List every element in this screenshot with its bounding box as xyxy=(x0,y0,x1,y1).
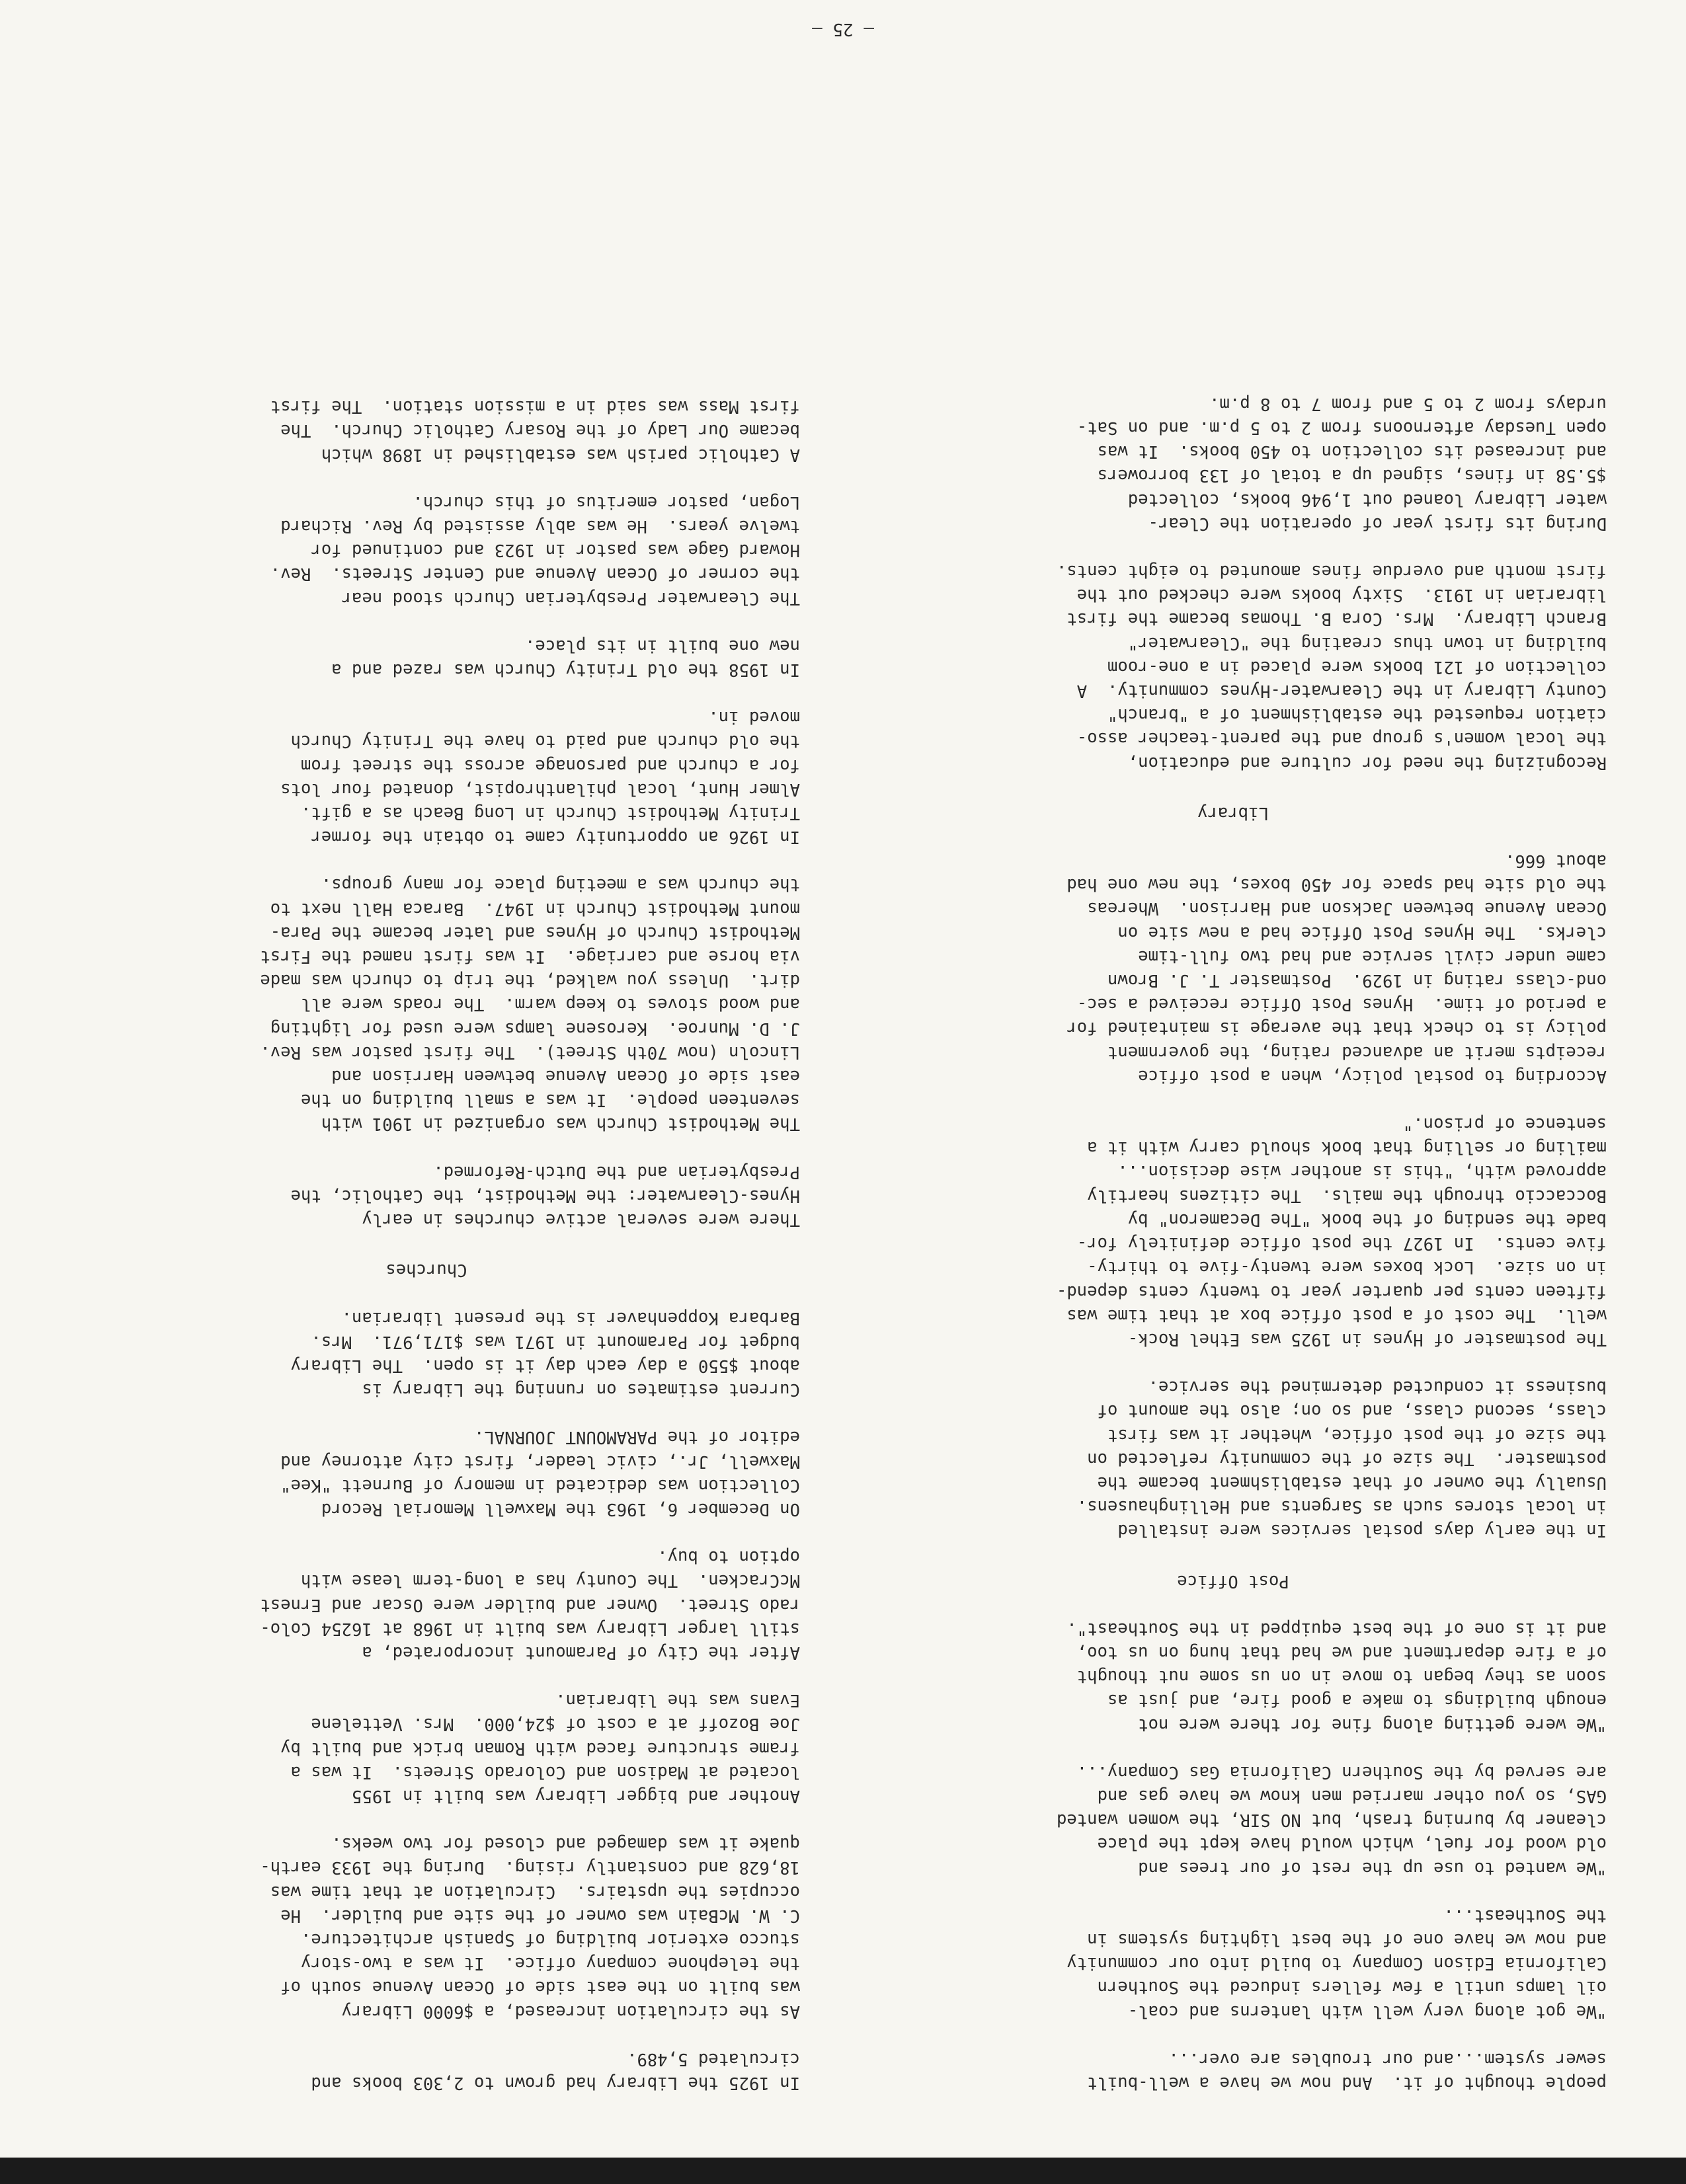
paragraph: In 1958 the old Trinity Church was razed and a new one built in its place. xyxy=(331,635,800,680)
section-heading-churches: Churches xyxy=(385,1260,467,1280)
right-column xyxy=(53,371,800,2095)
paragraph: "We got along very well with lanterns and coal- oil lamps until a few fellers induced the Southern California Edison Company to build into our community and now we have one of the best lighting systems in the Southeast... xyxy=(1066,1905,1607,2021)
paragraph: A Catholic parish was established in 1898 which became Our Lady of the Rosary Catholic Church. The first Mass was said in a mission station. The first xyxy=(270,397,800,465)
page-number: — 25 — xyxy=(812,19,874,39)
section-heading-post-office: Post Office xyxy=(1177,1571,1289,1591)
paragraph: In 1925 the Library had grown to 2,303 books and circulated 5,489. xyxy=(311,2048,800,2093)
paragraph: After the City of Paramount incorporated, a still larger Library was built in 1968 at 16254 Colo- rado Street. Owner and builder were Oscar and Ernest McCracken. The County has a long-term lease with option to buy. xyxy=(260,1547,800,1662)
paragraph: "We wanted to use up the rest of our trees and old wood for fuel, which would have kept the place cleaner by burning trash, but NO SIR, the women wanted GAS, so you other married men know we have gas and are served by the Southern California Gas Company... xyxy=(1056,1762,1607,1878)
scan-edge-bar xyxy=(0,2158,1686,2184)
paragraph: In the early days postal services were installed in local stores such as Sargents and Hellinghausens. Usually the owner of that establishment became the postmaster. The size of the community reflected on the size of the post office, whether it was first class, second class, and so on; also the amount of business it conducted determined the service. xyxy=(1076,1377,1607,1541)
section-heading-library: Library xyxy=(1197,802,1269,823)
paragraph: In 1926 an opportunity came to obtain the former Trinity Methodist Church in Long Beach as a gift. Almer Hunt, local philanthropist, donated four lots for a church and parsonage across the street from the old church and paid to have the Trinity Church moved in. xyxy=(280,707,800,847)
paragraph: Current estimates on running the Library is about $550 a day each day it is open. The Library budget for Paramount in 1971 was $171,971. Mrs. Barbara Koppenhaver is the present librarian. xyxy=(290,1307,800,1400)
paragraph: Another and bigger Library was built in 1955 located at Madison and Colorado Streets. It was a frame structure faced with Roman brick and built by Joe Bozoff at a cost of $24,000. Mrs. Vettelene Evans was the librarian. xyxy=(280,1690,800,1806)
paragraph: The Methodist Church was organized in 1901 with seventeen people. It was a small building on the east side of Ocean Avenue between Harrison and Lincoln (now 70th Street). The first pastor was Rev. J. D. Munroe. Kerosene lamps were used for lighting and wood stoves to keep warm. The roads were all dirt. Unless you walked, the trip to church was made via horse and carriage. It was first named the First Methodist Church of Hynes and later became the Para- mount Methodist Church in 1947. Baraca Hall next to the church was a meeting place for many groups. xyxy=(260,875,800,1134)
paragraph: Recognizing the need for culture and education, the local women's group and the parent-teacher asso- ciation requested the establishment of a "branch" County Library in the Clearwater-Hynes community. A collection of 121 books were placed in a one-room building in town thus creating the "Clearwater" Branch Library. Mrs. Cora B. Thomas became the first librarian in 1913. Sixty books were checked out the first month and overdue fines amounted to eight cents. xyxy=(1056,561,1607,773)
paragraph: There were several active churches in early Hynes-Clearwater: the Methodist, the Catholic, the Presbyterian and the Dutch-Reformed. xyxy=(290,1161,800,1230)
paragraph: On December 6, 1963 the Maxwell Memorial Record Collection was dedicated in memory of Burnett "Kee" Maxwell, Jr., civic leader, first city attorney and editor of the PARAMOUNT JOURNAL. xyxy=(280,1427,800,1519)
paragraph: "We were getting along fine for there were not enough buildings to make a good fire, and just as soon as they began to move in on us some nut thought of a fire department and we had that hung on us too, and it is one of the best equipped in the Southeast". xyxy=(1066,1618,1607,1735)
paragraph: As the circulation increased, a $6000 Library was built on the east side of Ocean Avenue south of the telephone company office. It was a two-story stucco exterior building of Spanish architecture. C. W. McBain was owner of the site and builder. He occupies the upstairs. Circulation at that time was 18,628 and constantly rising. During the 1933 earth- quake it was damaged and closed for two weeks. xyxy=(260,1834,800,2021)
paragraph: During its first year of operation the Clear- water Library loaned out 1,946 books, collected $5.58 in fines, signed up a total of 133 borrowers and increased its collection to 450 books. It was open Tuesday afternoons from 2 to 5 p.m. and on Sat- urdays from 2 to 5 and from 7 to 8 p.m. xyxy=(1076,393,1607,533)
left-column xyxy=(860,368,1607,2095)
paragraph: The postmaster of Hynes in 1925 was Ethel Rock- well. The cost of a post office box at that time was fifteen cents per quarter year to twenty cents depend- in on size. Lock boxes were twenty-five to thirty- five cents. In 1927 the post office definitely for- bade the sending of the book "The Decameron" by Boccaccio through the mails. The citizens heartily approved with, "this is another wise decision... mailing or selling that book should carry with it a sentence of prison." xyxy=(1056,1114,1607,1349)
paragraph: The Clearwater Presbyterian Church stood near the corner of Ocean Avenue and Center Streets. Rev. Howard Gage was pastor in 1923 and continued for twelve years. He was ably assisted by Rev. Richard Logan, pastor emeritus of this church. xyxy=(270,492,800,608)
paragraph: people thought of it. And now we have a well-built sewer system...and our troubles are over... xyxy=(1087,2048,1607,2093)
paragraph: According to postal policy, when a post office receipts merit an advanced rating, the government policy is to check that the average is maintained for a period of time. Hynes Post Office received a sec- ond-class rating in 1929. Postmaster T. J. Brown came under civil service and had two full-time clerks. The Hynes Post Office had a new site on Ocean Avenue between Jackson and Harrison. Whereas the old site had space for 450 boxes, the new one had about 666. xyxy=(1066,851,1607,1086)
